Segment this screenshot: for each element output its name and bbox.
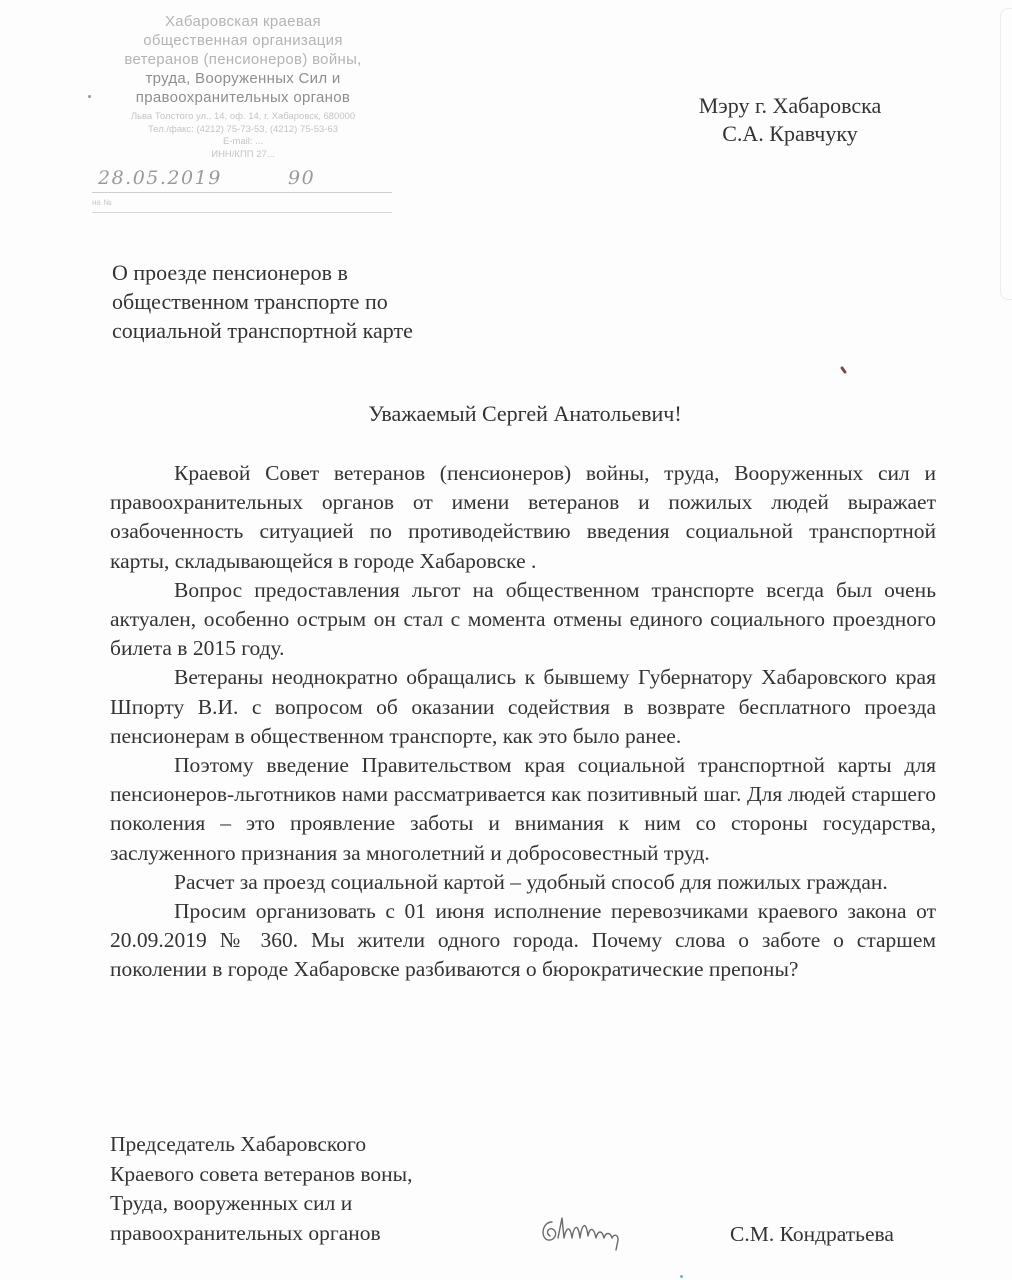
body-paragraph: Краевой Совет ветеранов (пенсионеров) войны, труда, Вооруженных сил и правоохранительных органов от имени ветеранов и пожилых людей выражает озабоченность ситуацией по противодействию введения социальной транспортной карты, складывающейся в городе Хабаровске . [110, 461, 936, 573]
addressee [660, 92, 920, 148]
letterhead [88, 12, 398, 161]
letterhead-org-line: общественная организация [143, 32, 343, 49]
registration-number: 90 [288, 167, 316, 189]
signer-title [110, 1130, 490, 1248]
letter-body [110, 459, 936, 985]
letterhead-address: Льва Толстого ул., 14, оф. 14, г. Хабаровск, 680000 [130, 111, 356, 122]
letterhead-org-line: Хабаровская краевая [164, 13, 321, 30]
letterhead-email: E-mail: ... [222, 136, 264, 147]
signer-title-line: Краевого совета ветеранов воны, [110, 1161, 413, 1186]
handwritten-signature-icon [538, 1204, 648, 1254]
reference-line [92, 196, 392, 213]
registration-date: 28.05.2019 [98, 167, 222, 189]
scan-speck [680, 1275, 683, 1278]
letterhead-org-line: труда, Вооруженных Сил и [145, 70, 341, 87]
ink-mark [840, 366, 847, 374]
subject-line: О проезде пенсионеров в [112, 260, 348, 285]
letterhead-phone: Тел./факс: (4212) 75-73-53, (4212) 75-53-63 [148, 123, 338, 135]
registration-line [92, 168, 392, 193]
signer-name: С.М. Кондратьева [730, 1222, 894, 1246]
addressee-line: С.А. Кравчуку [722, 121, 858, 146]
scan-edge-artifact [1000, 8, 1012, 300]
body-paragraph: Расчет за проезд социальной картой – удобный способ для пожилых граждан. [174, 869, 888, 894]
subject-line: социальной транспортной карте [112, 318, 413, 343]
letterhead-contacts [88, 111, 398, 161]
body-paragraph: Ветераны неоднократно обращались к бывшему Губернатору Хабаровского края Шпорту В.И. с вопросом об оказании содействия в возврате бесплатного проезда пенсионерам в общественном транспорте, как это было ранее. [110, 665, 936, 748]
subject [112, 258, 472, 345]
body-paragraph: Просим организовать с 01 июня исполнение перевозчиками краевого закона от 20.09.2019 № 360. Мы жители одного города. Почему слова о заботе о старшем поколении в городе Хабаровске разбиваются о бюрократические препоны? [110, 899, 936, 982]
subject-line: общественном транспорте по [112, 289, 388, 314]
salutation: Уважаемый Сергей Анатольевич! [368, 401, 682, 426]
addressee-line: Мэру г. Хабаровска [698, 93, 882, 118]
reference-label: на № [92, 198, 112, 207]
letterhead-inn: ИНН/КПП 27... [211, 148, 275, 160]
letterhead-org-line: ветеранов (пенсионеров) войны, [124, 51, 362, 68]
signer-title-line: Труда, вооруженных сил и [110, 1191, 353, 1215]
signer-title-line: правоохранительных органов [110, 1220, 381, 1245]
letterhead-org-line: правоохранительных органов [135, 89, 351, 106]
signer-title-line: Председатель Хабаровского [110, 1132, 367, 1156]
body-paragraph: Поэтому введение Правительством края социальной транспортной карты для пенсионеров-льготников нами рассматривается как позитивный шаг. Для людей старшего поколения – это проявление заботы и внимания к ним со стороны государства, заслуженного признания за многолетний и добросовестный труд. [110, 753, 936, 865]
body-paragraph: Вопрос предоставления льгот на общественном транспорте всегда был очень актуален, особенно острым он стал с момента отмены единого социального проездного билета в 2015 году. [110, 577, 936, 661]
